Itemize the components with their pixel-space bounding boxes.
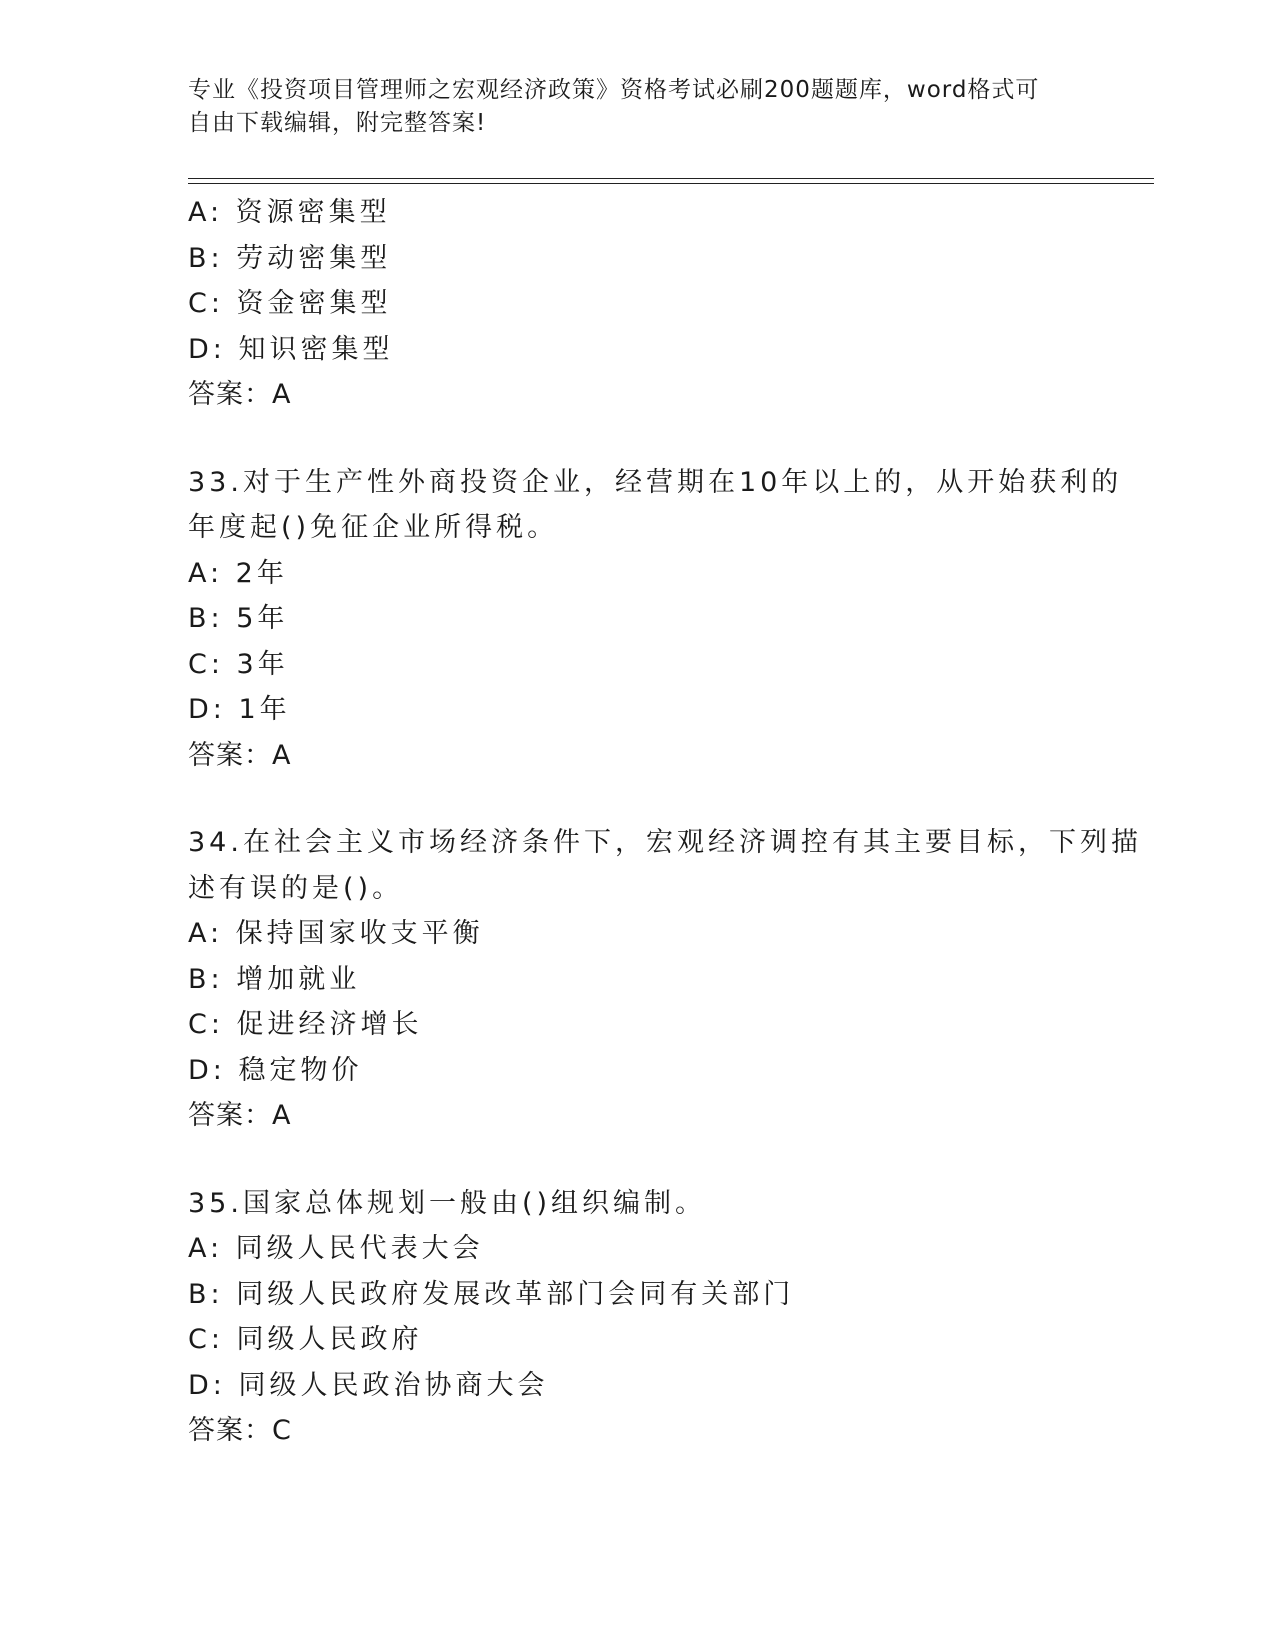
question-text-line-1: 35.国家总体规划一般由()组织编制。 bbox=[188, 1187, 707, 1219]
answer-line: 答案：A bbox=[188, 379, 292, 410]
answer-line: 答案：A bbox=[188, 739, 292, 771]
option-d: D: 同级人民政治协商大会 bbox=[188, 1369, 549, 1401]
question-list bbox=[188, 190, 1142, 1454]
option-a: A: 资源密集型 bbox=[188, 197, 391, 228]
option-b: B: 同级人民政府发展改革部门会同有关部门 bbox=[188, 1278, 795, 1310]
header-line-1: 专业《投资项目管理师之宏观经济政策》资格考试必刷200题题库，word格式可 bbox=[188, 77, 1040, 103]
option-c: C: 资金密集型 bbox=[188, 288, 392, 319]
question-block bbox=[188, 460, 1123, 779]
question-text-line-2: 年度起()免征企业所得税。 bbox=[188, 512, 559, 543]
option-b: B: 5年 bbox=[188, 603, 289, 634]
answer-line: 答案：C bbox=[188, 1415, 292, 1446]
option-b: B: 增加就业 bbox=[188, 963, 361, 995]
option-b: B: 劳动密集型 bbox=[188, 242, 392, 274]
question-block bbox=[188, 1181, 1088, 1454]
block-spacer bbox=[188, 778, 1088, 820]
option-c: C: 3年 bbox=[188, 648, 289, 680]
block-spacer bbox=[188, 1139, 1088, 1181]
question-text-line-1: 33.对于生产性外商投资企业，经营期在10年以上的，从开始获利的 bbox=[188, 466, 1123, 498]
question-block bbox=[188, 820, 1142, 1139]
document-header bbox=[188, 74, 1068, 140]
option-d: D: 1年 bbox=[188, 694, 291, 725]
option-a: A: 2年 bbox=[188, 557, 288, 589]
option-c: C: 促进经济增长 bbox=[188, 1009, 423, 1040]
question-block bbox=[188, 190, 1088, 418]
option-d: D: 知识密集型 bbox=[188, 333, 394, 365]
option-a: A: 同级人民代表大会 bbox=[188, 1233, 484, 1264]
option-d: D: 稳定物价 bbox=[188, 1054, 363, 1086]
header-line-2: 自由下载编辑，附完整答案! bbox=[188, 110, 487, 136]
option-c: C: 同级人民政府 bbox=[188, 1324, 423, 1355]
header-divider-bottom bbox=[188, 183, 1154, 184]
question-text-line-1: 34.在社会主义市场经济条件下，宏观经济调控有其主要目标，下列描 bbox=[188, 827, 1142, 858]
question-text-line-2: 述有误的是()。 bbox=[188, 872, 404, 904]
block-spacer bbox=[188, 418, 1088, 460]
option-a: A: 保持国家收支平衡 bbox=[188, 918, 484, 949]
header-divider-top bbox=[188, 178, 1154, 179]
answer-line: 答案：A bbox=[188, 1100, 292, 1131]
